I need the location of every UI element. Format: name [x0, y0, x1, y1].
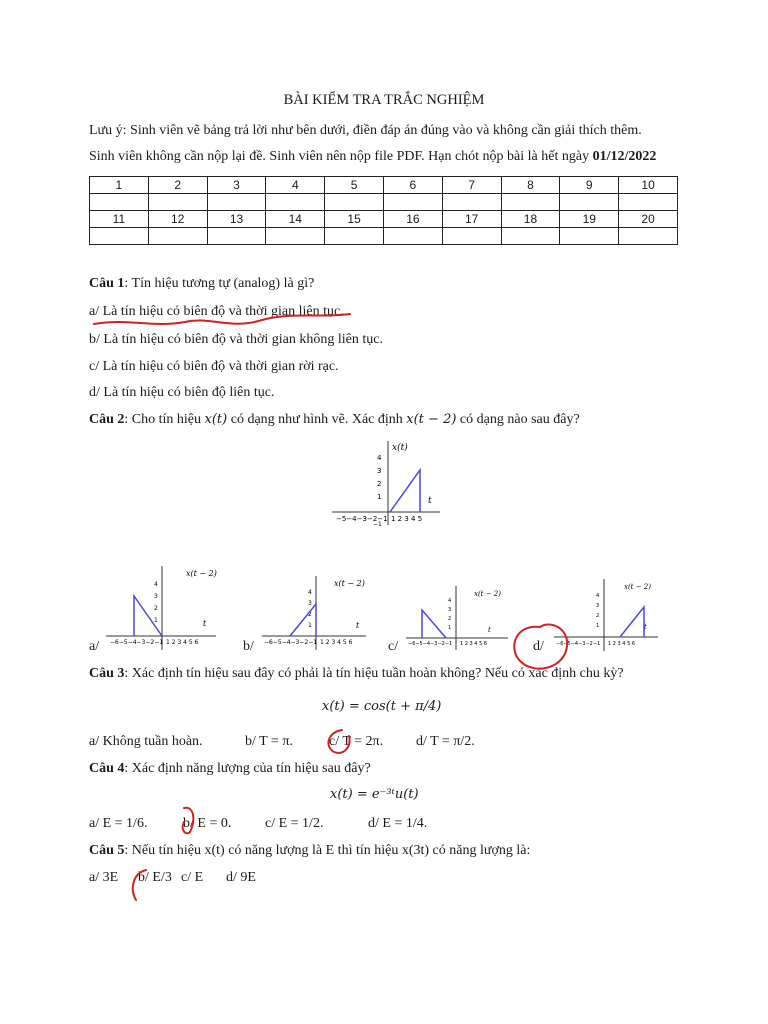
q4-option-c: c/ E = 1/2.	[265, 816, 324, 831]
y-tick-4: 4	[448, 598, 452, 604]
table-cell: 9	[560, 177, 619, 194]
table-cell: 2	[148, 177, 207, 194]
y-tick-neg1: −1	[373, 521, 382, 527]
x-ticks-positive: 1 2 3 4 5 6	[608, 641, 636, 647]
q4-option-a: a/ E = 1/6.	[89, 816, 148, 831]
q3-option-d: d/ T = π/2.	[416, 734, 475, 749]
q5-label: Câu 5	[89, 843, 125, 858]
underline-mark	[94, 314, 350, 324]
y-tick-2: 2	[448, 616, 452, 622]
x-ticks-positive: 1 2 3 4 5 6	[166, 639, 199, 646]
q3-label: Câu 3	[89, 666, 125, 681]
x-ticks-positive: 1 2 3 4 5 6	[320, 639, 353, 646]
q2-symbol-xt2: x(t − 2)	[406, 412, 457, 427]
circle-mark	[183, 808, 194, 833]
q3-option-a: a/ Không tuần hoàn.	[89, 734, 203, 749]
table-cell: 4	[266, 177, 325, 194]
graph-label: x(t − 2)	[474, 590, 501, 598]
table-cell: 3	[207, 177, 266, 194]
table-cell: 6	[383, 177, 442, 194]
q4-label: Câu 4	[89, 761, 125, 776]
y-tick-3: 3	[596, 603, 600, 609]
table-cell: 16	[383, 211, 442, 228]
y-tick-4: 4	[377, 454, 382, 462]
y-tick-2: 2	[154, 605, 158, 612]
q2-symbol-xt: x(t)	[204, 412, 228, 427]
x-ticks-positive: 1 2 3 4 5 6	[460, 641, 488, 647]
q2-text-b: có dạng như hình vẽ. Xác định	[227, 412, 407, 427]
y-tick-3: 3	[448, 607, 452, 613]
x-ticks-negative: −6−5−4−3−2−1	[556, 641, 601, 647]
y-tick-3: 3	[308, 600, 312, 607]
x-ticks-negative: −5−4−3−2−1	[336, 515, 388, 523]
q1-label: Câu 1	[89, 276, 125, 291]
table-cell: 1	[90, 177, 149, 194]
y-tick-3: 3	[154, 593, 158, 600]
q1-option-b: b/ Là tín hiệu có biên độ và thời gian không liên tục.	[89, 332, 383, 347]
q4-formula: x(t) = e⁻³ᵗu(t)	[330, 787, 419, 802]
table-cell: 11	[90, 211, 149, 228]
q5-option-d: d/ 9E	[226, 870, 256, 885]
q3-text: : Xác định tín hiệu sau đây có phải là tín hiệu tuần hoàn không? Nếu có xác định chu kỳ?	[124, 666, 624, 681]
table-cell: 12	[148, 211, 207, 228]
y-tick-1: 1	[308, 622, 312, 629]
circle-mark	[133, 870, 146, 900]
table-cell: 5	[325, 177, 384, 194]
x-axis-label: t	[428, 496, 432, 506]
q3-option-b: b/ T = π.	[245, 734, 293, 749]
note-line: Lưu ý: Sinh viên vẽ bảng trả lời như bên dưới, điền đáp án đúng vào và không cần giải thích thêm.	[89, 123, 642, 138]
graph-label: x(t − 2)	[186, 569, 217, 578]
q5-text: : Nếu tín hiệu x(t) có năng lượng là E thì tín hiệu x(3t) có năng lượng là:	[124, 843, 531, 858]
table-cell: 7	[442, 177, 501, 194]
x-axis-label: t	[488, 626, 491, 634]
q2-label: Câu 2	[89, 412, 125, 427]
y-tick-2: 2	[308, 611, 312, 618]
q1-option-a: a/ Là tín hiệu có biên độ và thời gian liên tục.	[89, 304, 344, 319]
q2-option-c-label: c/	[388, 639, 399, 654]
x-axis-label: t	[203, 619, 207, 628]
table-cell: 8	[501, 177, 560, 194]
y-tick-1: 1	[377, 493, 382, 501]
q3-option-c: c/ T = 2π.	[329, 734, 384, 749]
graph-label: x(t − 2)	[334, 579, 365, 588]
table-cell: 17	[442, 211, 501, 228]
y-tick-2: 2	[377, 480, 382, 488]
table-cell: 10	[619, 177, 678, 194]
x-ticks-positive: 1 2 3 4 5	[391, 515, 423, 523]
x-ticks-negative: −6−5−4−3−2−1	[264, 639, 318, 646]
y-tick-4: 4	[308, 589, 312, 596]
q1-option-d: d/ Là tín hiệu có biên độ liên tục.	[89, 385, 275, 400]
x-axis-label: t	[644, 623, 647, 631]
q4-option-d: d/ E = 1/4.	[368, 816, 428, 831]
q4-option-b: b/ E = 0.	[183, 816, 232, 831]
y-axis-label: x(t)	[392, 443, 408, 453]
table-cell: 18	[501, 211, 560, 228]
q5-option-c: c/ E	[181, 870, 204, 885]
q5-option-b: b/ E/3	[138, 870, 172, 885]
deadline-text: Sinh viên không cần nộp lại đề. Sinh viên nên nộp file PDF. Hạn chót nộp bài là hết ngày	[89, 149, 593, 164]
x-ticks-negative: −6−5−4−3−2−1	[408, 641, 453, 647]
deadline-date: 01/12/2022	[592, 149, 657, 164]
y-tick-1: 1	[596, 623, 600, 629]
q3-formula: x(t) = cos(t + π/4)	[322, 699, 442, 714]
graph-label: x(t − 2)	[624, 583, 651, 591]
q5-option-a: a/ 3E	[89, 870, 119, 885]
q2-text-a: : Cho tín hiệu	[124, 412, 205, 427]
x-axis-label: t	[356, 621, 360, 630]
y-tick-1: 1	[448, 625, 452, 631]
q1-option-c: c/ Là tín hiệu có biên độ và thời gian rời rạc.	[89, 359, 339, 374]
table-cell: 19	[560, 211, 619, 228]
q2-option-a-label: a/	[89, 639, 100, 654]
y-tick-2: 2	[596, 613, 600, 619]
q2-text-c: có dạng nào sau đây?	[456, 412, 580, 427]
y-tick-4: 4	[154, 581, 158, 588]
circle-mark	[514, 624, 567, 668]
table-cell: 20	[619, 211, 678, 228]
y-tick-3: 3	[377, 467, 382, 475]
y-tick-1: 1	[154, 617, 158, 624]
table-cell: 13	[207, 211, 266, 228]
q4-text: : Xác định năng lượng của tín hiệu sau đây?	[124, 761, 371, 776]
q2-option-b-label: b/	[243, 639, 254, 654]
q2-option-d-label: d/	[533, 639, 544, 654]
q1-text: : Tín hiệu tương tự (analog) là gì?	[124, 276, 315, 291]
table-cell: 14	[266, 211, 325, 228]
y-tick-4: 4	[596, 593, 600, 599]
page-title: BÀI KIỂM TRA TRẮC NGHIỆM	[283, 92, 485, 108]
x-ticks-negative: −6−5−4−3−2−1	[110, 639, 164, 646]
circle-mark	[328, 730, 349, 753]
table-cell: 15	[325, 211, 384, 228]
